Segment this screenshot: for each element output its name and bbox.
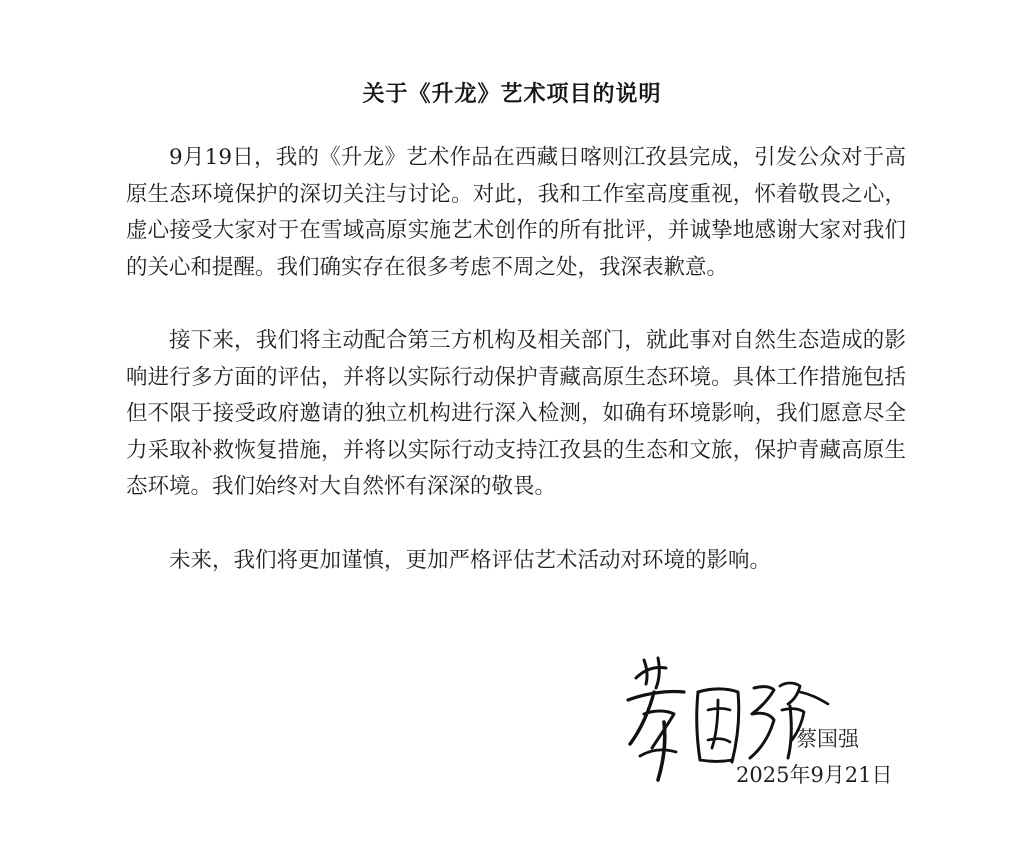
document-title: 关于《升龙》艺术项目的说明 [362, 81, 662, 107]
paragraph-1: 9月19日，我的《升龙》艺术作品在西藏日喀则江孜县完成，引发公众对于高原生态环境保护的深切关注与讨论。对此，我和工作室高度重视，怀着敬畏之心，虚心接受大家对于在雪域高原实施艺术创作的所有批评，并诚挚地感谢大家对我们的关心和提醒。我们确实存在很多考虑不周之处，我深表歉意。 [126, 145, 906, 280]
signature-date: 2025年9月21日 [736, 763, 893, 787]
paragraph-3: 未来，我们将更加谨慎，更加严格评估艺术活动对环境的影响。 [169, 547, 772, 573]
document-body [126, 140, 906, 579]
paragraph-2: 接下来，我们将主动配合第三方机构及相关部门，就此事对自然生态造成的影响进行多方面的评估，并将以实际行动保护青藏高原生态环境。具体工作措施包括但不限于接受政府邀请的独立机构进行深入检测，如确有环境影响，我们愿意尽全力采取补救恢复措施，并将以实际行动支持江孜县的生态和文旅，保护青藏高原生态环境。我们始终对大自然怀有深深的敬畏。 [126, 328, 906, 499]
signer-name: 蔡国强 [796, 727, 859, 751]
